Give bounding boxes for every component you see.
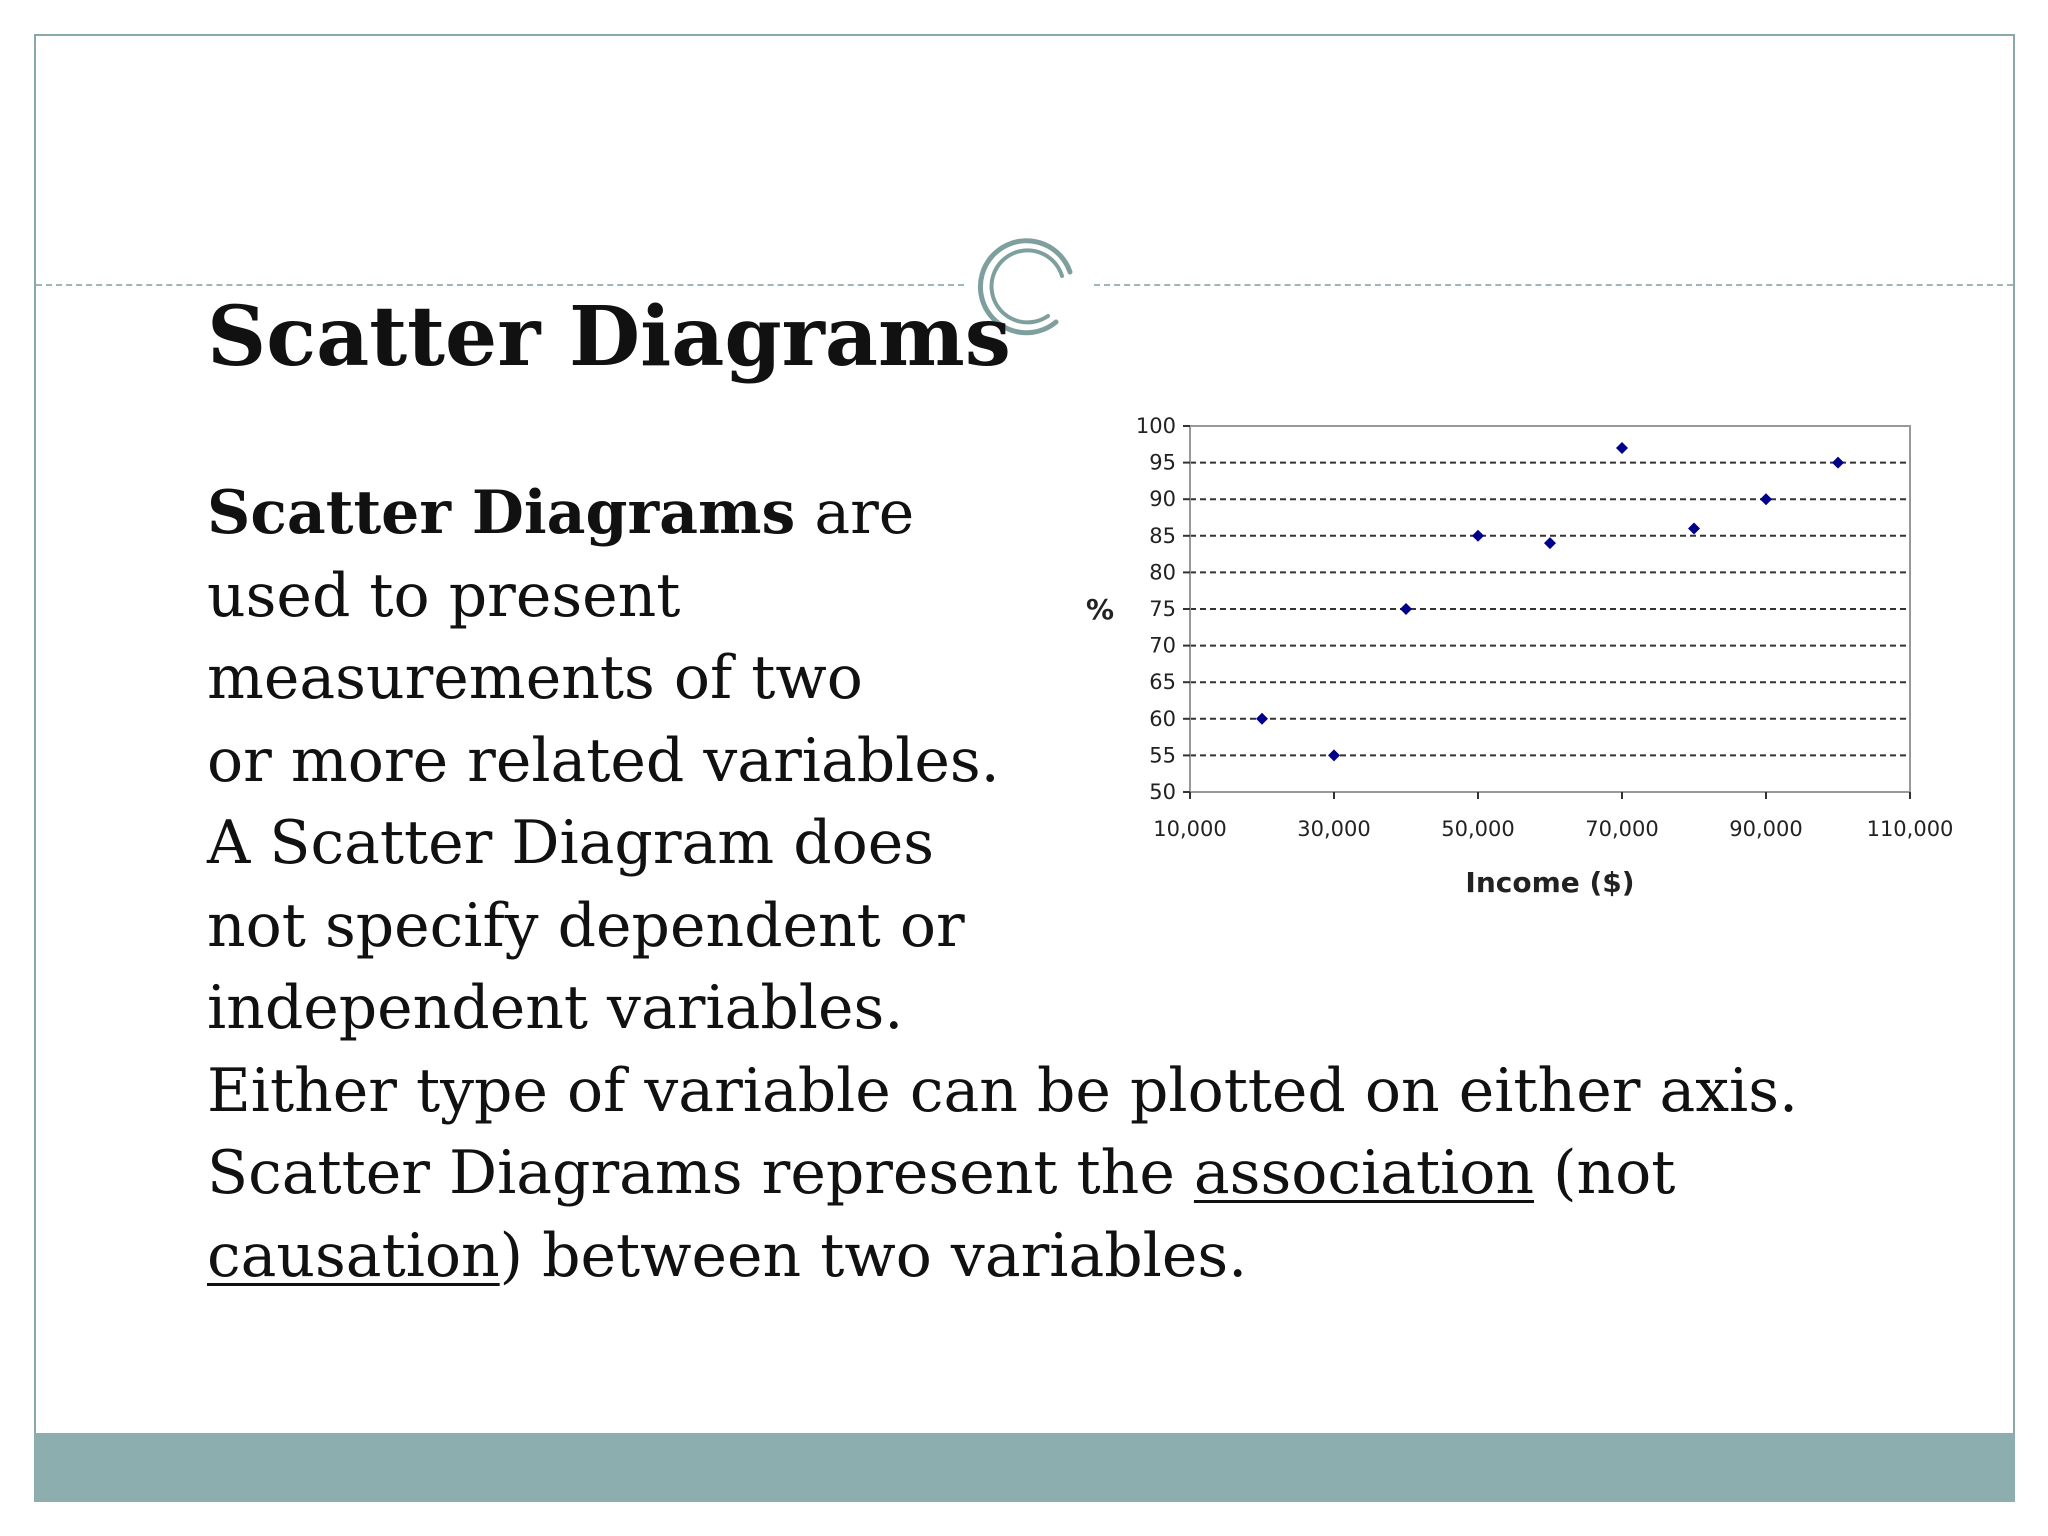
body-line-9-end: (not <box>1534 1138 1676 1208</box>
x-tick-label: 110,000 <box>1866 817 1954 841</box>
data-point <box>1400 603 1412 615</box>
y-tick-label: 85 <box>1149 523 1176 548</box>
x-axis-ticks <box>1153 792 1953 841</box>
data-point <box>1616 442 1628 454</box>
y-tick-label: 95 <box>1149 450 1176 475</box>
body-line-10 <box>207 1215 1927 1298</box>
y-tick-label: 90 <box>1149 487 1176 512</box>
y-tick-label: 70 <box>1149 633 1176 658</box>
body-line-3: measurements of two <box>207 643 863 713</box>
header-divider-right <box>1094 284 2013 286</box>
association-term: association <box>1193 1138 1535 1208</box>
x-tick-label: 30,000 <box>1297 817 1371 841</box>
slide-title: Scatter Diagrams <box>207 289 1011 385</box>
data-point <box>1544 537 1556 549</box>
y-tick-label: 65 <box>1149 670 1176 695</box>
y-tick-label: 60 <box>1149 706 1176 731</box>
y-tick-label: 75 <box>1149 597 1176 621</box>
body-line-9-start: Scatter Diagrams represent the <box>207 1138 1194 1208</box>
body-line-2: used to present <box>207 560 681 631</box>
x-tick-label: 50,000 <box>1441 817 1515 841</box>
body-line-5: A Scatter Diagram does <box>207 808 935 878</box>
body-line-6: not specify dependent or <box>207 890 965 961</box>
causation-term: causation <box>207 1220 500 1291</box>
x-tick-label: 70,000 <box>1585 817 1659 841</box>
y-tick-label: 100 <box>1135 414 1176 438</box>
data-point <box>1688 522 1700 534</box>
data-point <box>1328 749 1340 761</box>
scatter-chart-svg <box>1060 400 1980 920</box>
y-tick-label: 55 <box>1149 743 1176 768</box>
y-axis-ticks <box>1136 414 1190 804</box>
data-point <box>1256 713 1268 725</box>
body-line-8: Either type of variable can be plotted on either axis. <box>207 1055 1799 1126</box>
y-axis-label: % <box>1085 593 1115 626</box>
data-points <box>1256 442 1844 761</box>
body-line-10-end: ) between two variables. <box>499 1220 1248 1291</box>
body-line-1-rest: are <box>795 478 915 548</box>
data-point <box>1760 493 1772 505</box>
body-line-7: independent variables. <box>207 973 904 1043</box>
x-tick-label: 10,000 <box>1153 817 1227 841</box>
data-point <box>1472 530 1484 542</box>
header-divider-left <box>36 284 964 286</box>
y-tick-label: 50 <box>1149 780 1176 804</box>
body-line-4: or more related variables. <box>207 725 1000 796</box>
x-axis-label: Income ($) <box>1465 866 1635 899</box>
y-tick-label: 80 <box>1149 560 1176 585</box>
scatter-chart <box>1060 400 1980 920</box>
chart-gridlines <box>1190 463 1910 756</box>
footer-bar <box>34 1433 2015 1502</box>
body-line-9 <box>207 1132 1927 1215</box>
body-term-bold: Scatter Diagrams <box>207 478 796 548</box>
x-tick-label: 90,000 <box>1729 817 1803 841</box>
data-point <box>1832 457 1844 469</box>
